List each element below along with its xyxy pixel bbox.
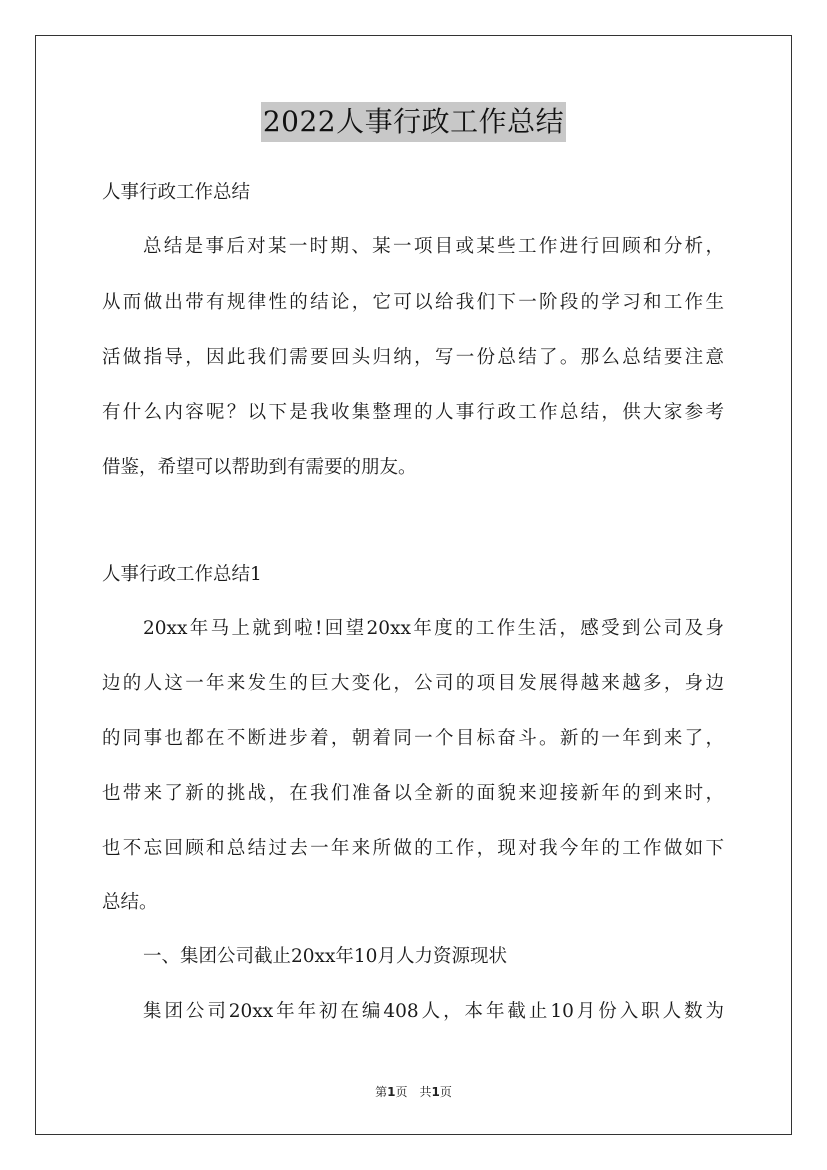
document-title: 2022人事行政工作总结 [261, 102, 566, 142]
footer-page-total: 1 [431, 1085, 440, 1099]
title-container [0, 102, 827, 142]
footer-suffix: 页 [439, 1085, 452, 1099]
page-footer [0, 1083, 827, 1100]
footer-page-current: 1 [387, 1085, 396, 1099]
footer-mid: 页 共 [395, 1085, 432, 1099]
section-line: 的同事也都在不断进步着，朝着同一个目标奋斗。新的一年到来了， [102, 728, 724, 749]
intro-line: 从而做出带有规律性的结论，它可以给我们下一阶段的学习和工作生 [102, 292, 724, 313]
point-line: 集团公司20xx年年初在编408人，本年截止10月份入职人数为 [143, 1001, 724, 1022]
intro-line: 借鉴，希望可以帮助到有需要的朋友。 [102, 457, 417, 478]
subtitle: 人事行政工作总结 [102, 182, 251, 203]
section-line: 总结。 [102, 892, 158, 913]
point-heading: 一、集团公司截止20xx年10月人力资源现状 [143, 946, 507, 967]
section-line: 20xx年马上就到啦!回望20xx年度的工作生活，感受到公司及身 [143, 618, 724, 639]
intro-line: 总结是事后对某一时期、某一项目或某些工作进行回顾和分析， [143, 236, 724, 257]
section-line: 也不忘回顾和总结过去一年来所做的工作，现对我今年的工作做如下 [102, 838, 724, 859]
section-line: 边的人这一年来发生的巨大变化，公司的项目发展得越来越多，身边 [102, 673, 724, 694]
intro-line: 活做指导，因此我们需要回头归纳，写一份总结了。那么总结要注意 [102, 347, 724, 368]
section-line: 也带来了新的挑战，在我们准备以全新的面貌来迎接新年的到来时， [102, 783, 724, 804]
section-heading: 人事行政工作总结1 [102, 564, 262, 585]
intro-line: 有什么内容呢？以下是我收集整理的人事行政工作总结，供大家参考 [102, 402, 724, 423]
footer-prefix: 第 [375, 1085, 388, 1099]
